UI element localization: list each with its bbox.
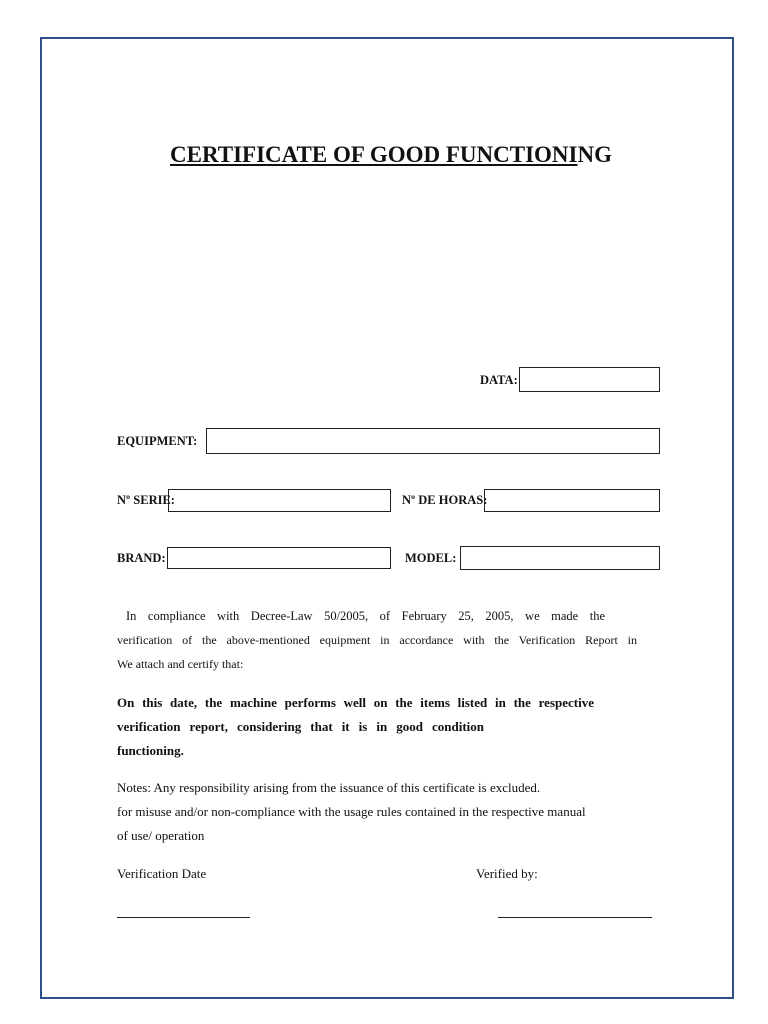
notes-paragraph <box>117 776 637 848</box>
data-label: DATA: <box>480 373 518 387</box>
compliance-line-2: verification of the above-mentioned equipment in accordance with the Verification Report in <box>117 633 637 647</box>
compliance-line-3: We attach and certify that: <box>117 657 244 671</box>
verified-by-label: Verified by: <box>476 866 538 881</box>
serie-label: Nº SERIE: <box>117 493 175 507</box>
model-label: MODEL: <box>405 551 457 565</box>
statement-line-2: verification report, considering that it is in good condition <box>117 719 484 734</box>
verification-date-signature-line[interactable] <box>117 917 250 918</box>
verified-by-signature-line[interactable] <box>498 917 652 918</box>
serie-field[interactable] <box>168 489 391 512</box>
page-border <box>40 37 734 999</box>
horas-label: Nº DE HORAS: <box>402 493 488 507</box>
title-underlined-part: CERTIFICATE OF GOOD FUNCTIONI <box>170 142 578 167</box>
compliance-paragraph <box>117 604 637 676</box>
model-field[interactable] <box>460 546 660 570</box>
title-rest-part: NG <box>577 142 612 167</box>
notes-line-1: Notes: Any responsibility arising from the issuance of this certificate is excluded. <box>117 780 541 795</box>
notes-line-3: of use/ operation <box>117 828 205 843</box>
brand-label: BRAND: <box>117 551 166 565</box>
compliance-line-1: In compliance with Decree-Law 50/2005, of February 25, 2005, we made the <box>126 609 605 623</box>
statement-line-3: functioning. <box>117 743 184 758</box>
statement-paragraph <box>117 691 594 763</box>
horas-field[interactable] <box>484 489 660 512</box>
statement-line-1: On this date, the machine performs well on the items listed in the respective <box>117 695 594 710</box>
equipment-field[interactable] <box>206 428 660 454</box>
equipment-label: EQUIPMENT: <box>117 434 198 448</box>
notes-line-2: for misuse and/or non-compliance with the usage rules contained in the respective manual <box>117 804 586 819</box>
data-field[interactable] <box>519 367 660 392</box>
verification-date-label: Verification Date <box>117 866 207 881</box>
brand-field[interactable] <box>167 547 391 569</box>
document-title <box>170 142 660 168</box>
